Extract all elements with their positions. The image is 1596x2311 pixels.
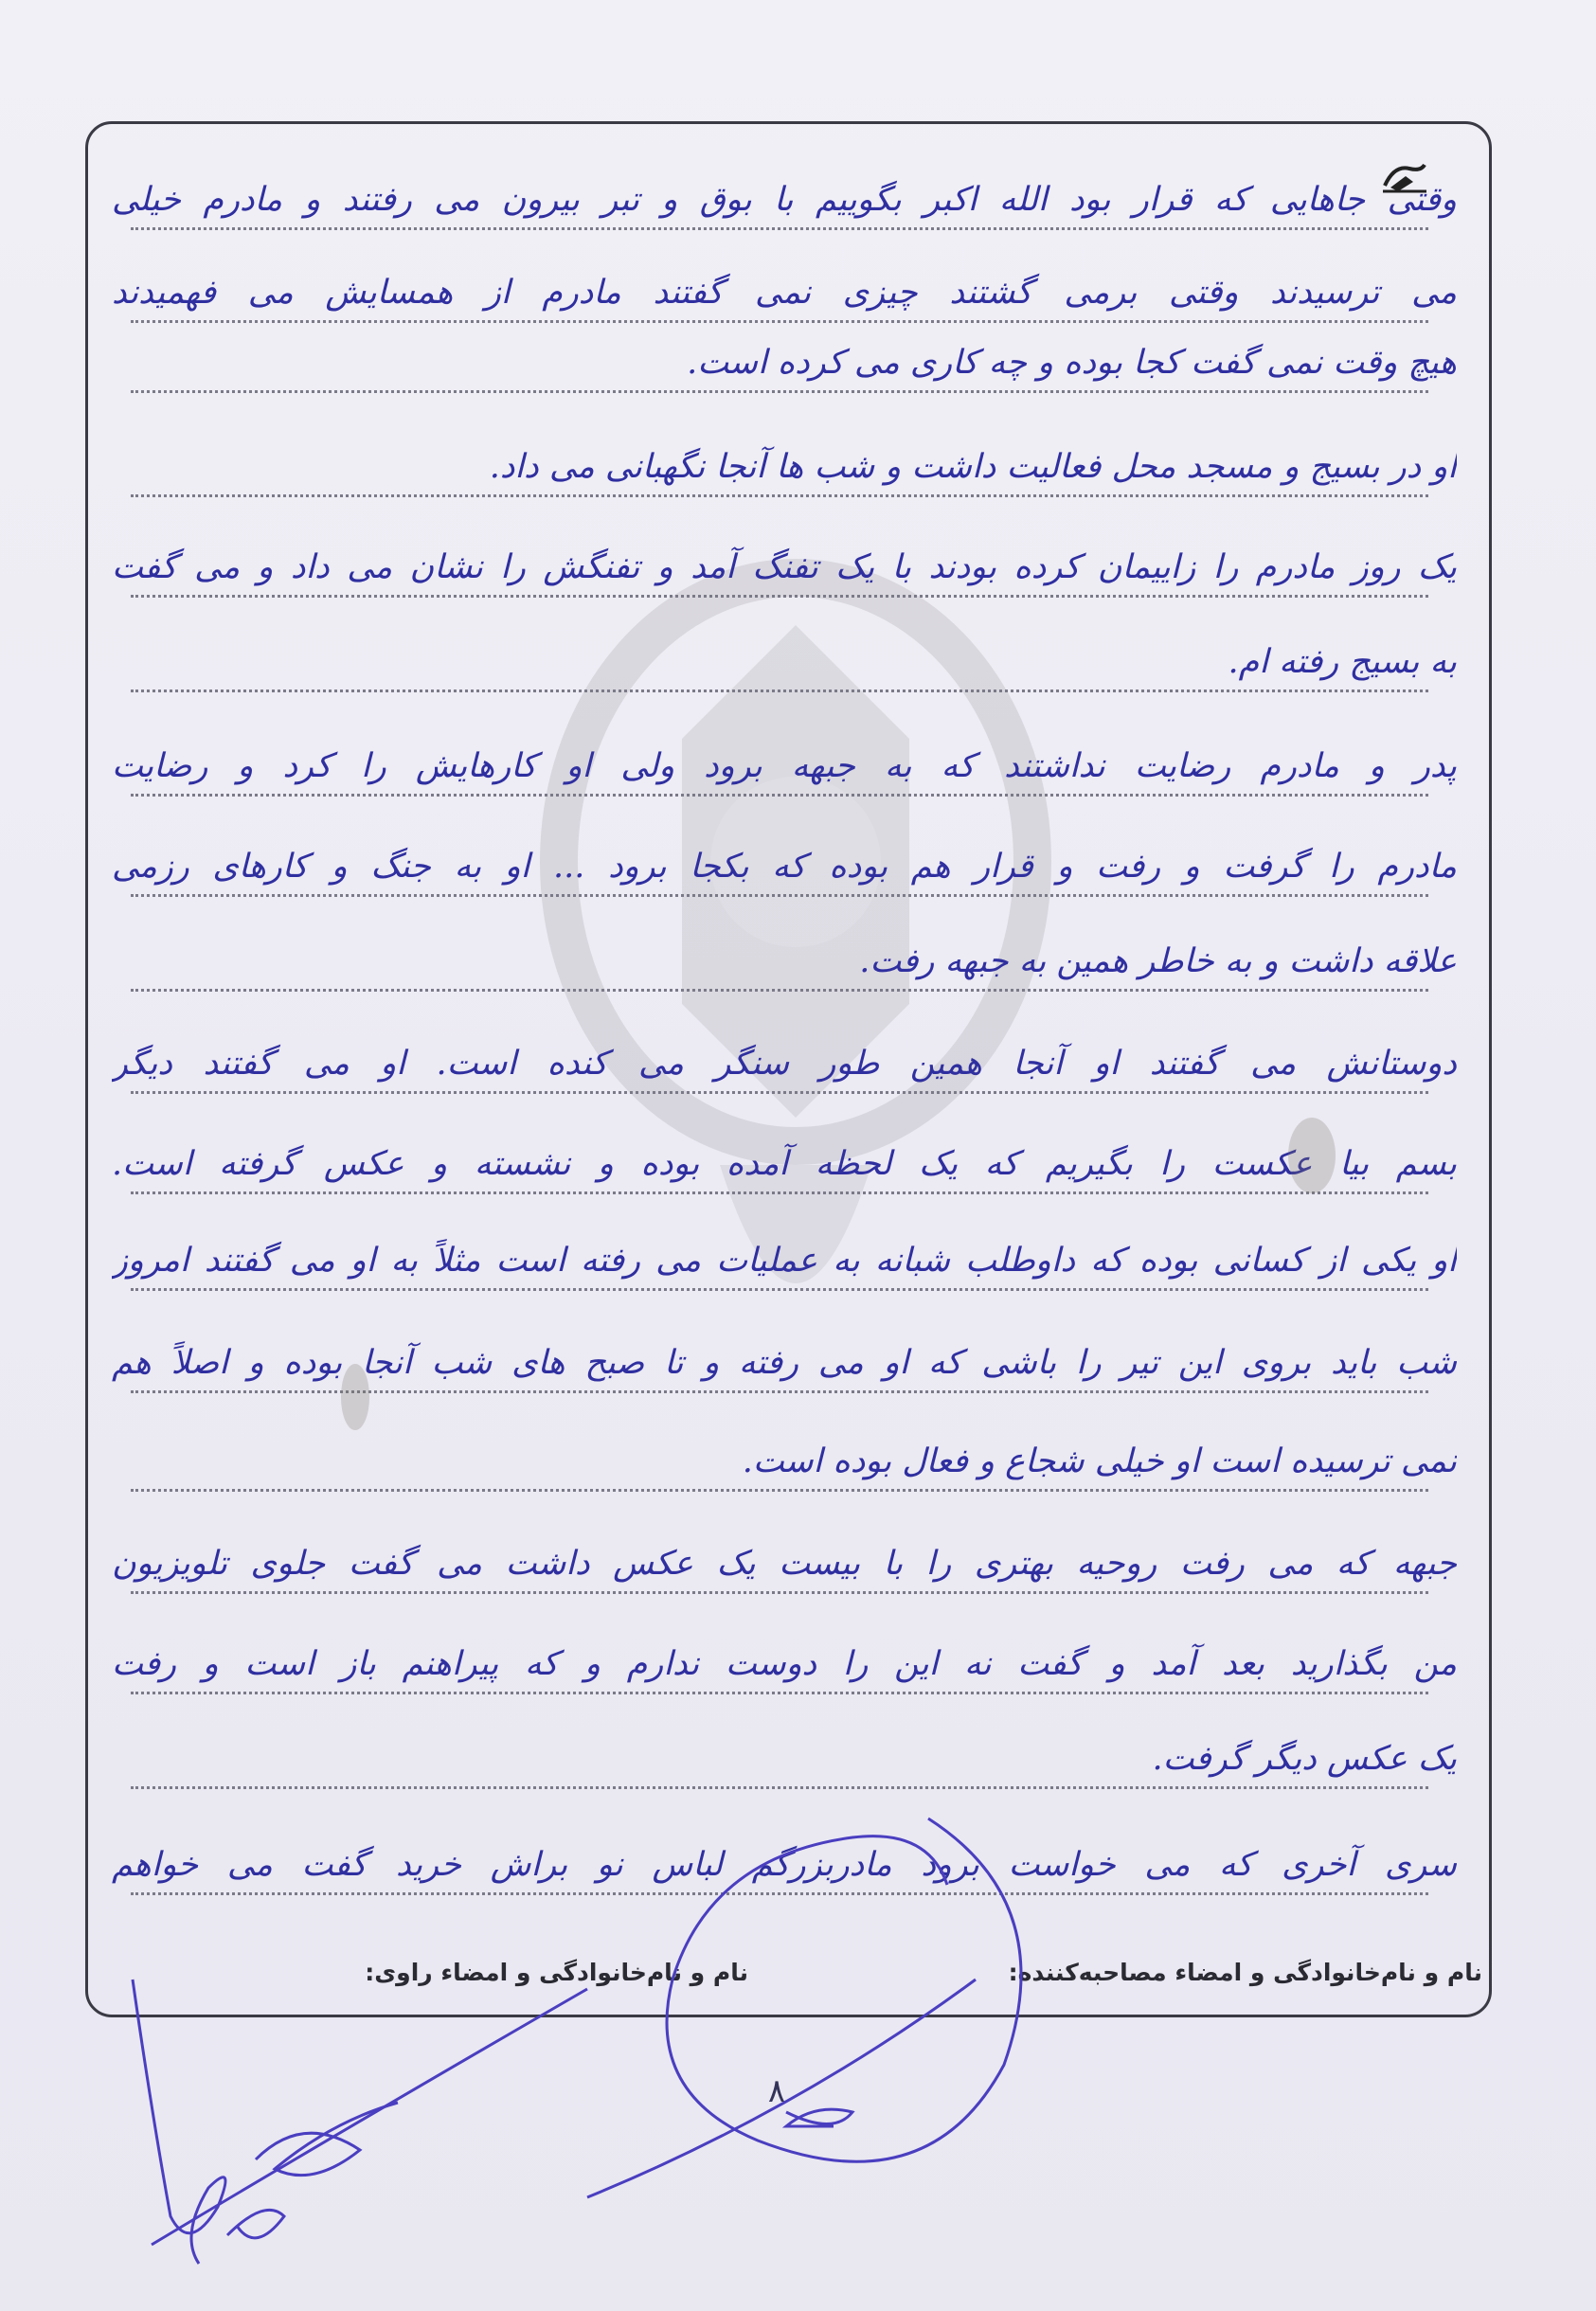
paper-stain (341, 1364, 369, 1430)
handwritten-line: به بسیج رفته ام. (1228, 643, 1457, 681)
handwritten-line: نمی ترسیده است او خیلی شجاع و فعال بوده است. (742, 1442, 1457, 1480)
handwritten-line: هیچ وقت نمی گفت کجا بوده و چه کاری می کرده است. (687, 344, 1457, 382)
handwritten-line: شب باید بروی این تیر را باشی که او می رفته و تا صبح های شب آنجا بوده و اصلاً هم (112, 1344, 1457, 1382)
handwritten-line: جبهه که می رفت روحیه بهتری را با بیست یک عکس داشت می گفت جلوی تلویزیون (112, 1545, 1457, 1583)
handwritten-line: می ترسیدند وقتی برمی گشتند چیزی نمی گفتند مادرم از همسایش می فهمیدند (112, 274, 1457, 312)
handwritten-line: بسم بیا عکست را بگیریم که یک لحظه آمده بوده و نشسته و عکس گرفته است. (112, 1145, 1457, 1183)
handwritten-line: یک عکس دیگر گرفت. (1152, 1740, 1457, 1778)
handwritten-line: سری آخری که می خواست برود مادربزرگم لباس نو براش خرید گفت می خواهم (112, 1846, 1457, 1884)
narrator-signature-label: نام و نام‌خانوادگی و امضاء راوی: (365, 1959, 748, 1986)
interviewer-signature-label: نام و نام‌خانوادگی و امضاء مصاحبه‌کننده: (1008, 1959, 1482, 1986)
handwritten-line: دوستانش می گفتند او آنجا همین طور سنگر می کنده است. او می گفتند دیگر (112, 1045, 1457, 1083)
handwritten-line: یک روز مادرم را زاییمان کرده بودند با یک تفنگ آمد و تفنگش را نشان می داد و می گفت (112, 548, 1457, 586)
interviewer-signature (568, 1800, 1061, 2235)
handwritten-line: وقتی جاهایی که قرار بود الله اکبر بگوییم با بوق و تبر بیرون می رفتند و مادرم خیلی (112, 181, 1457, 219)
narrator-signature (114, 1970, 606, 2273)
handwritten-line: او یکی از کسانی بوده که داوطلب شبانه به عملیات می رفته است مثلاً به او می گفتند امروز (112, 1242, 1457, 1280)
handwritten-line: من بگذارید بعد آمد و گفت نه این را دوست ندارم و که پیراهنم باز است و رفت (112, 1645, 1457, 1683)
paper-stain (1288, 1118, 1336, 1193)
handwritten-line: او در بسیج و مسجد محل فعالیت داشت و شب ها آنجا نگهبانی می داد. (489, 448, 1457, 486)
handwritten-line: مادرم را گرفت و رفت و قرار هم بوده که بکجا برود ... او به جنگ و کارهای رزمی (112, 848, 1457, 886)
handwritten-line: پدر و مادرم رضایت نداشتند که به جبهه برود ولی او کارهایش را کرد و رضایت (112, 747, 1457, 785)
handwritten-line: علاقه داشت و به خاطر همین به جبهه رفت. (859, 942, 1457, 980)
page-number: ۸ (767, 2072, 786, 2110)
